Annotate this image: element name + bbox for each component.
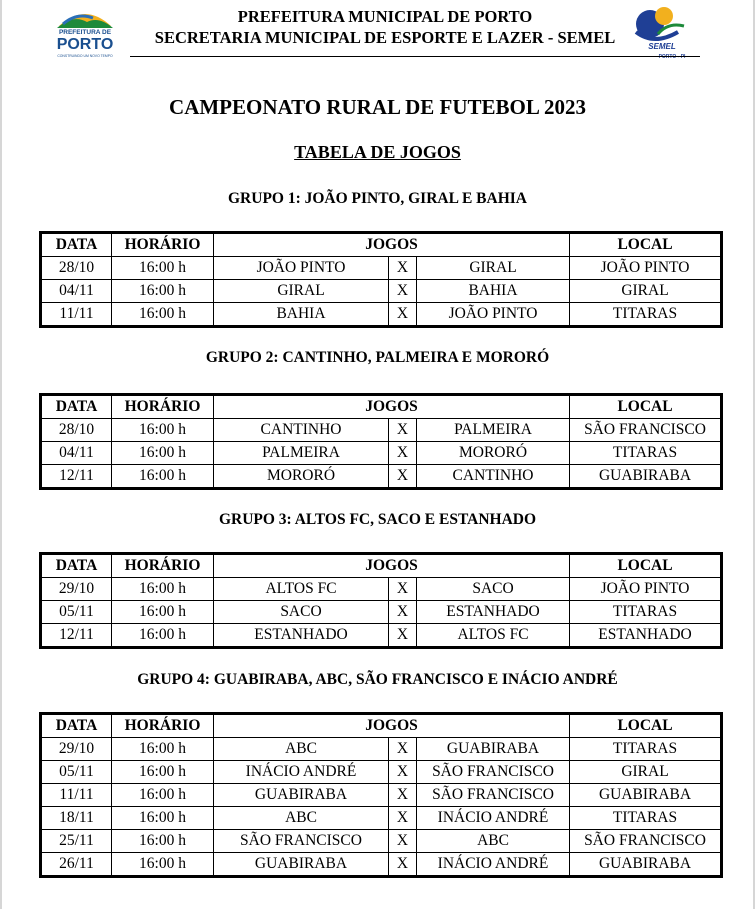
header-data: DATA <box>41 554 112 578</box>
header-data: DATA <box>41 395 112 419</box>
cell-away-team: INÁCIO ANDRÉ <box>417 807 570 830</box>
cell-away-team: PALMEIRA <box>417 419 570 442</box>
cell-away-team: BAHIA <box>417 280 570 303</box>
table-header-row <box>41 233 722 257</box>
cell-home-team: CANTINHO <box>214 419 389 442</box>
cell-versus: X <box>389 280 417 303</box>
table-row <box>41 830 722 853</box>
cell-away-team: SÃO FRANCISCO <box>417 784 570 807</box>
cell-date: 05/11 <box>41 601 112 624</box>
cell-date: 05/11 <box>41 761 112 784</box>
games-table-group-2 <box>39 393 723 490</box>
cell-home-team: GUABIRABA <box>214 853 389 877</box>
cell-home-team: MORORÓ <box>214 465 389 489</box>
cell-date: 04/11 <box>41 280 112 303</box>
header-horario: HORÁRIO <box>112 233 214 257</box>
header-jogos: JOGOS <box>214 233 570 257</box>
cell-date: 11/11 <box>41 303 112 327</box>
cell-versus: X <box>389 578 417 601</box>
games-table-group-3 <box>39 552 723 649</box>
cell-date: 28/10 <box>41 419 112 442</box>
cell-date: 29/10 <box>41 738 112 761</box>
games-table-group-4 <box>39 712 723 878</box>
cell-versus: X <box>389 601 417 624</box>
cell-time: 16:00 h <box>112 738 214 761</box>
cell-date: 28/10 <box>41 257 112 280</box>
cell-venue: JOÃO PINTO <box>570 257 722 280</box>
cell-versus: X <box>389 738 417 761</box>
table-row <box>41 784 722 807</box>
group-title: GRUPO 2: CANTINHO, PALMEIRA E MORORÓ <box>205 349 550 366</box>
header-local: LOCAL <box>570 233 722 257</box>
cell-home-team: ABC <box>214 807 389 830</box>
group-title: GRUPO 4: GUABIRABA, ABC, SÃO FRANCISCO E INÁCIO ANDRÉ <box>137 671 618 688</box>
cell-time: 16:00 h <box>112 601 214 624</box>
games-table-group-1 <box>39 231 723 328</box>
cell-venue: TITARAS <box>570 738 722 761</box>
cell-away-team: SACO <box>417 578 570 601</box>
cell-venue: JOÃO PINTO <box>570 578 722 601</box>
table-row <box>41 257 722 280</box>
cell-versus: X <box>389 624 417 648</box>
prefeitura-porto-logo <box>53 4 117 60</box>
cell-home-team: ABC <box>214 738 389 761</box>
cell-date: 11/11 <box>41 784 112 807</box>
cell-home-team: SÃO FRANCISCO <box>214 830 389 853</box>
cell-date: 12/11 <box>41 624 112 648</box>
header-jogos: JOGOS <box>214 395 570 419</box>
cell-time: 16:00 h <box>112 465 214 489</box>
cell-home-team: SACO <box>214 601 389 624</box>
cell-venue: TITARAS <box>570 601 722 624</box>
header-jogos: JOGOS <box>214 714 570 738</box>
cell-time: 16:00 h <box>112 280 214 303</box>
cell-time: 16:00 h <box>112 257 214 280</box>
table-row <box>41 853 722 877</box>
header-line-2: SECRETARIA MUNICIPAL DE ESPORTE E LAZER - SEMEL <box>154 28 616 47</box>
cell-away-team: MORORÓ <box>417 442 570 465</box>
cell-venue: TITARAS <box>570 807 722 830</box>
semel-logo <box>628 2 698 62</box>
table-row <box>41 280 722 303</box>
cell-home-team: ALTOS FC <box>214 578 389 601</box>
cell-away-team: GIRAL <box>417 257 570 280</box>
cell-versus: X <box>389 419 417 442</box>
header-local: LOCAL <box>570 554 722 578</box>
cell-versus: X <box>389 761 417 784</box>
cell-date: 25/11 <box>41 830 112 853</box>
logo-left-name-text: PORTO <box>56 36 114 53</box>
cell-venue: TITARAS <box>570 303 722 327</box>
cell-time: 16:00 h <box>112 784 214 807</box>
cell-away-team: ABC <box>417 830 570 853</box>
cell-venue: GIRAL <box>570 280 722 303</box>
cell-away-team: SÃO FRANCISCO <box>417 761 570 784</box>
cell-home-team: GIRAL <box>214 280 389 303</box>
cell-versus: X <box>389 830 417 853</box>
table-row <box>41 442 722 465</box>
table-header-row <box>41 554 722 578</box>
cell-time: 16:00 h <box>112 624 214 648</box>
cell-date: 26/11 <box>41 853 112 877</box>
table-row <box>41 738 722 761</box>
cell-versus: X <box>389 465 417 489</box>
cell-time: 16:00 h <box>112 761 214 784</box>
table-row <box>41 303 722 327</box>
cell-versus: X <box>389 257 417 280</box>
table-row <box>41 761 722 784</box>
cell-date: 12/11 <box>41 465 112 489</box>
logo-right-sub: PORTO - PI <box>658 54 686 60</box>
document-subtitle: TABELA DE JOGOS <box>294 142 461 162</box>
cell-venue: SÃO FRANCISCO <box>570 419 722 442</box>
header-data: DATA <box>41 714 112 738</box>
header-data: DATA <box>41 233 112 257</box>
cell-away-team: INÁCIO ANDRÉ <box>417 853 570 877</box>
cell-venue: GUABIRABA <box>570 465 722 489</box>
cell-date: 18/11 <box>41 807 112 830</box>
logo-right-text: SEMEL <box>648 42 676 51</box>
table-row <box>41 465 722 489</box>
cell-home-team: PALMEIRA <box>214 442 389 465</box>
page-edge-left <box>0 0 2 909</box>
cell-venue: GUABIRABA <box>570 784 722 807</box>
document-title: CAMPEONATO RURAL DE FUTEBOL 2023 <box>169 95 586 119</box>
cell-versus: X <box>389 442 417 465</box>
header-local: LOCAL <box>570 714 722 738</box>
cell-date: 29/10 <box>41 578 112 601</box>
cell-home-team: INÁCIO ANDRÉ <box>214 761 389 784</box>
header-horario: HORÁRIO <box>112 395 214 419</box>
cell-home-team: GUABIRABA <box>214 784 389 807</box>
table-header-row <box>41 714 722 738</box>
table-row <box>41 419 722 442</box>
table-row <box>41 624 722 648</box>
cell-time: 16:00 h <box>112 442 214 465</box>
header-divider <box>130 56 700 57</box>
cell-date: 04/11 <box>41 442 112 465</box>
cell-versus: X <box>389 853 417 877</box>
cell-versus: X <box>389 784 417 807</box>
cell-versus: X <box>389 807 417 830</box>
header-jogos: JOGOS <box>214 554 570 578</box>
cell-home-team: BAHIA <box>214 303 389 327</box>
table-row <box>41 601 722 624</box>
header-local: LOCAL <box>570 395 722 419</box>
cell-time: 16:00 h <box>112 853 214 877</box>
cell-versus: X <box>389 303 417 327</box>
header-horario: HORÁRIO <box>112 554 214 578</box>
table-row <box>41 807 722 830</box>
cell-away-team: ESTANHADO <box>417 601 570 624</box>
cell-away-team: ALTOS FC <box>417 624 570 648</box>
header-horario: HORÁRIO <box>112 714 214 738</box>
cell-time: 16:00 h <box>112 578 214 601</box>
logo-left-tagline-text: CONSTRUINDO UM NOVO TEMPO <box>57 54 113 58</box>
cell-time: 16:00 h <box>112 419 214 442</box>
cell-home-team: ESTANHADO <box>214 624 389 648</box>
cell-away-team: CANTINHO <box>417 465 570 489</box>
logo-left-top-text: PREFEITURA DE <box>58 29 112 36</box>
cell-venue: TITARAS <box>570 442 722 465</box>
cell-time: 16:00 h <box>112 807 214 830</box>
cell-home-team: JOÃO PINTO <box>214 257 389 280</box>
header-line-1: PREFEITURA MUNICIPAL DE PORTO <box>237 7 533 26</box>
group-title: GRUPO 3: ALTOS FC, SACO E ESTANHADO <box>218 511 537 528</box>
cell-time: 16:00 h <box>112 830 214 853</box>
cell-venue: GUABIRABA <box>570 853 722 877</box>
cell-venue: GIRAL <box>570 761 722 784</box>
cell-venue: ESTANHADO <box>570 624 722 648</box>
table-row <box>41 578 722 601</box>
header-text <box>120 6 650 48</box>
cell-venue: SÃO FRANCISCO <box>570 830 722 853</box>
cell-away-team: JOÃO PINTO <box>417 303 570 327</box>
cell-away-team: GUABIRABA <box>417 738 570 761</box>
cell-time: 16:00 h <box>112 303 214 327</box>
group-title: GRUPO 1: JOÃO PINTO, GIRAL E BAHIA <box>228 190 527 207</box>
table-header-row <box>41 395 722 419</box>
